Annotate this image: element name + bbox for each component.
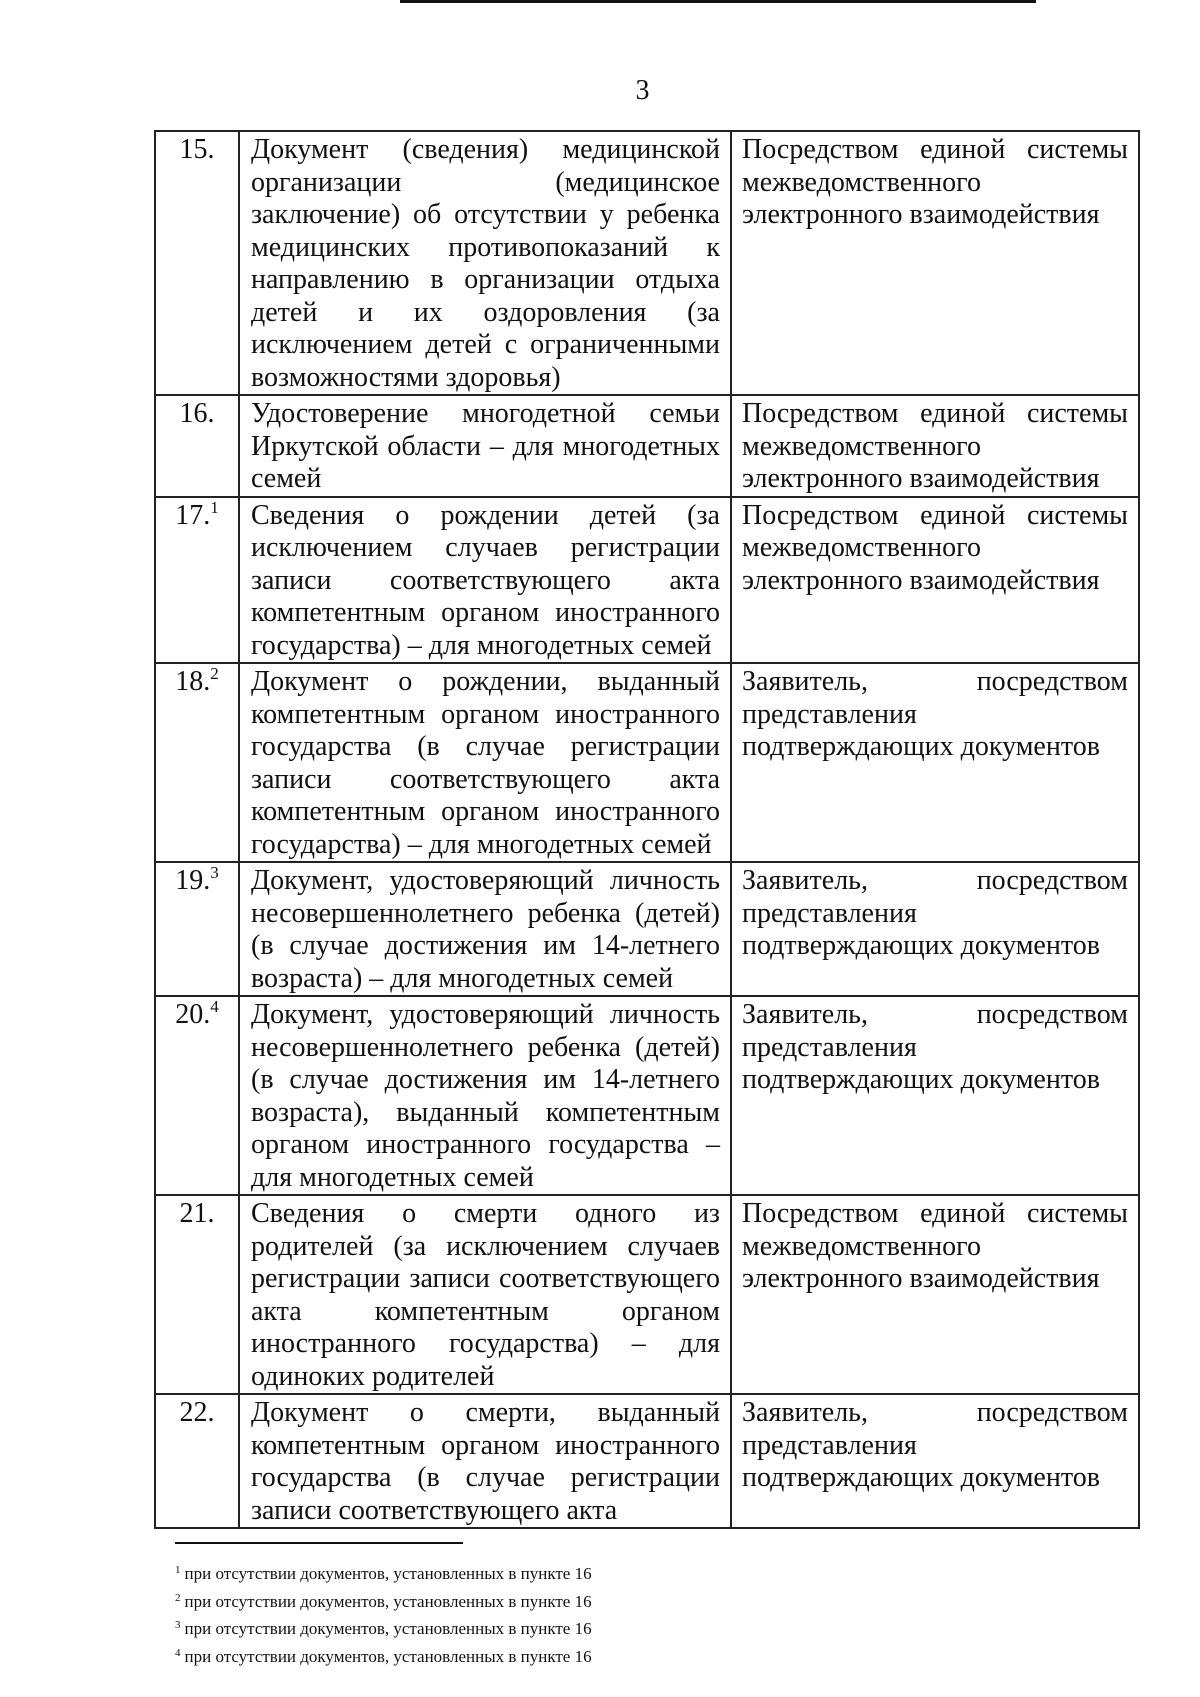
document-cell: Сведения о смерти одного из родителей (за исключением случаев регистрации записи соответствующего акта компетентным органом иностранного государства) – для одиноких родителей [239, 1195, 731, 1394]
row-number: 16. [155, 395, 239, 497]
document-cell: Документ, удостоверяющий личность несовершеннолетнего ребенка (детей) (в случае достижения им 14-летнего возраста) – для многодетных семей [239, 862, 731, 996]
table-row [155, 663, 1139, 862]
footnote: $^4$ при отсутствии документов, установленных в пункте 16 [175, 1646, 592, 1666]
footnotes [175, 1560, 592, 1670]
table-row [155, 131, 1139, 395]
document-cell: Документ (сведения) медицинской организации (медицинское заключение) об отсутствии у ребенка медицинских противопоказаний к направлению в организации отдыха детей и их оздоровления (за исключением детей с ограниченными возможностями здоровья) [239, 131, 731, 395]
page-number: 3 [635, 75, 650, 106]
footnote-separator [175, 1542, 463, 1544]
row-number: 22. [155, 1394, 239, 1528]
row-number: 18.$^2$ [155, 663, 239, 862]
table-row [155, 862, 1139, 996]
table-row [155, 996, 1139, 1195]
source-cell: Заявитель, посредством представления подтверждающих документов [731, 996, 1139, 1195]
row-number: 19.$^3$ [155, 862, 239, 996]
document-cell: Документ, удостоверяющий личность несовершеннолетнего ребенка (детей) (в случае достижения им 14-летнего возраста), выданный компетентным органом иностранного государства – для многодетных семей [239, 996, 731, 1195]
document-cell: Документ о смерти, выданный компетентным органом иностранного государства (в случае регистрации записи соответствующего акта [239, 1394, 731, 1528]
source-cell: Заявитель, посредством представления подтверждающих документов [731, 862, 1139, 996]
table-row [155, 1195, 1139, 1394]
row-number: 15. [155, 131, 239, 395]
footnote: $^2$ при отсутствии документов, установленных в пункте 16 [175, 1591, 592, 1611]
table-row [155, 1394, 1139, 1528]
table-row [155, 395, 1139, 497]
footnote: $^1$ при отсутствии документов, установленных в пункте 16 [175, 1564, 592, 1583]
source-cell: Заявитель, посредством представления подтверждающих документов [731, 663, 1139, 862]
documents-table [154, 130, 1140, 1529]
document-cell: Сведения о рождении детей (за исключением случаев регистрации записи соответствующего акта компетентным органом иностранного государства) – для многодетных семей [239, 497, 731, 664]
row-number: 21. [155, 1195, 239, 1394]
document-cell: Удостоверение многодетной семьи Иркутской области – для многодетных семей [239, 395, 731, 497]
top-rule [400, 0, 1036, 3]
source-cell: Посредством единой системы межведомственного электронного взаимодействия [731, 1195, 1139, 1394]
table-row [155, 497, 1139, 664]
document-cell: Документ о рождении, выданный компетентным органом иностранного государства (в случае регистрации записи соответствующего акта компетентным органом иностранного государства) – для многодетных семей [239, 663, 731, 862]
footnote: $^3$ при отсутствии документов, установленных в пункте 16 [175, 1619, 592, 1638]
row-number: 20.$^4$ [155, 996, 239, 1195]
row-number: 17.$^1$ [155, 497, 239, 664]
source-cell: Заявитель, посредством представления подтверждающих документов [731, 1394, 1139, 1528]
source-cell: Посредством единой системы межведомственного электронного взаимодействия [731, 131, 1139, 395]
source-cell: Посредством единой системы межведомственного электронного взаимодействия [731, 497, 1139, 664]
source-cell: Посредством единой системы межведомственного электронного взаимодействия [731, 395, 1139, 497]
